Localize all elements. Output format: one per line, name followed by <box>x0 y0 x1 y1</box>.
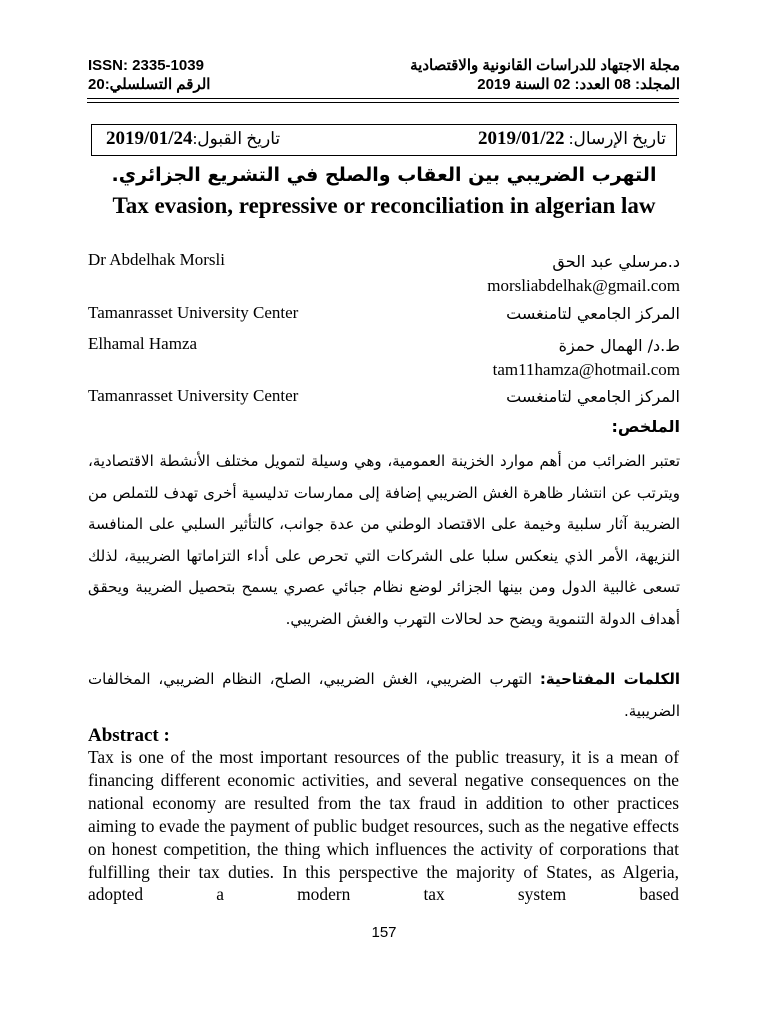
header-right <box>410 56 680 94</box>
abstract-text: Tax is one of the most important resources of the public treasury, it is a mean of financing different economic activities, and several negative consequences on the national economy are resulted from the tax fraud in addition to other practices aiming to evade the payment of public budget resources, such as the negative effects on honest competition, the thing which influences the activity of corporations that fulfilling their tax duties. In this perspective the majority of States, as Algeria, adopted a modern tax system based <box>88 747 679 905</box>
issn: ISSN: 2335-1039 <box>88 57 204 74</box>
page-number: 157 <box>371 924 397 941</box>
title-english: Tax evasion, repressive or reconciliation in algerian law <box>112 193 656 218</box>
author-2-name-ar: ط.د/ الهمال حمزة <box>558 336 680 355</box>
summary-heading: الملخص: <box>611 417 680 436</box>
header-left <box>88 56 210 94</box>
sent-date: تاريخ الإرسال: 2019/01/22 <box>477 128 666 149</box>
header-divider <box>87 98 679 103</box>
abstract-heading: Abstract : <box>88 725 170 746</box>
keywords <box>88 663 680 727</box>
author-1-name-en: Dr Abdelhak Morsli <box>88 250 225 269</box>
sent-date-value: 2019/01/22 <box>477 128 565 149</box>
author-2-affiliation-en: Tamanrasset University Center <box>88 386 299 405</box>
author-2-name-en: Elhamal Hamza <box>88 334 198 353</box>
accepted-date-value: 2019/01/24 <box>106 128 193 149</box>
author-2-email[interactable]: tam11hamza@hotmail.com <box>492 360 680 379</box>
keywords-label: الكلمات المفتاحية: <box>539 670 680 688</box>
volume-info: المجلد: 08 العدد: 02 السنة 2019 <box>477 76 680 93</box>
author-1-name-ar: د.مرسلي عبد الحق <box>552 252 680 271</box>
author-1-affiliation-ar: المركز الجامعي لتامنغست <box>506 304 680 323</box>
summary-text: تعتبر الضرائب من أهم موارد الخزينة العمومية، وهي وسيلة لتمويل مختلف الأنشطة الاقتصادية، ويترتب عن انتشار ظاهرة الغش الضريبي إضافة إلى ممارسات تدليسية أخرى تهدف للتملص من الضريبة آثار سلبية وخيمة على الاقتصاد الوطني من عدة جوانب، كالتأثير السلبي على المنافسة النزيهة، الأمر الذي ينعكس سلبا على الشركات التي تحرص على أداء التزاماتها الضريبية، لذلك تسعى غالبية الدول ومن بينها الجزائر لوضع نظام جبائي عصري يسمح بتحصيل الضريبة ويحقق أهداف الدولة التنموية ويضح حد لحالات التهرب والغش الضريبي. <box>88 452 680 628</box>
author-1-affiliation-en: Tamanrasset University Center <box>88 303 299 322</box>
title-arabic: التهرب الضريبي بين العقاب والصلح في التشريع الجزائري. <box>111 164 657 186</box>
accepted-date: تاريخ القبول:2019/01/24 <box>106 128 281 149</box>
serial-number: الرقم التسلسلي:20 <box>88 76 211 93</box>
author-2-affiliation-ar: المركز الجامعي لتامنغست <box>506 387 680 406</box>
journal-name: مجلة الاجتهاد للدراسات القانونية والاقتصادية <box>410 57 680 74</box>
dates-box <box>91 124 677 156</box>
keywords-text: التهرب الضريبي، الغش الضريبي، الصلح، النظام الضريبي، المخالفات الضريبية. <box>88 670 680 720</box>
author-1-email[interactable]: morsliabdelhak@gmail.com <box>487 276 680 295</box>
